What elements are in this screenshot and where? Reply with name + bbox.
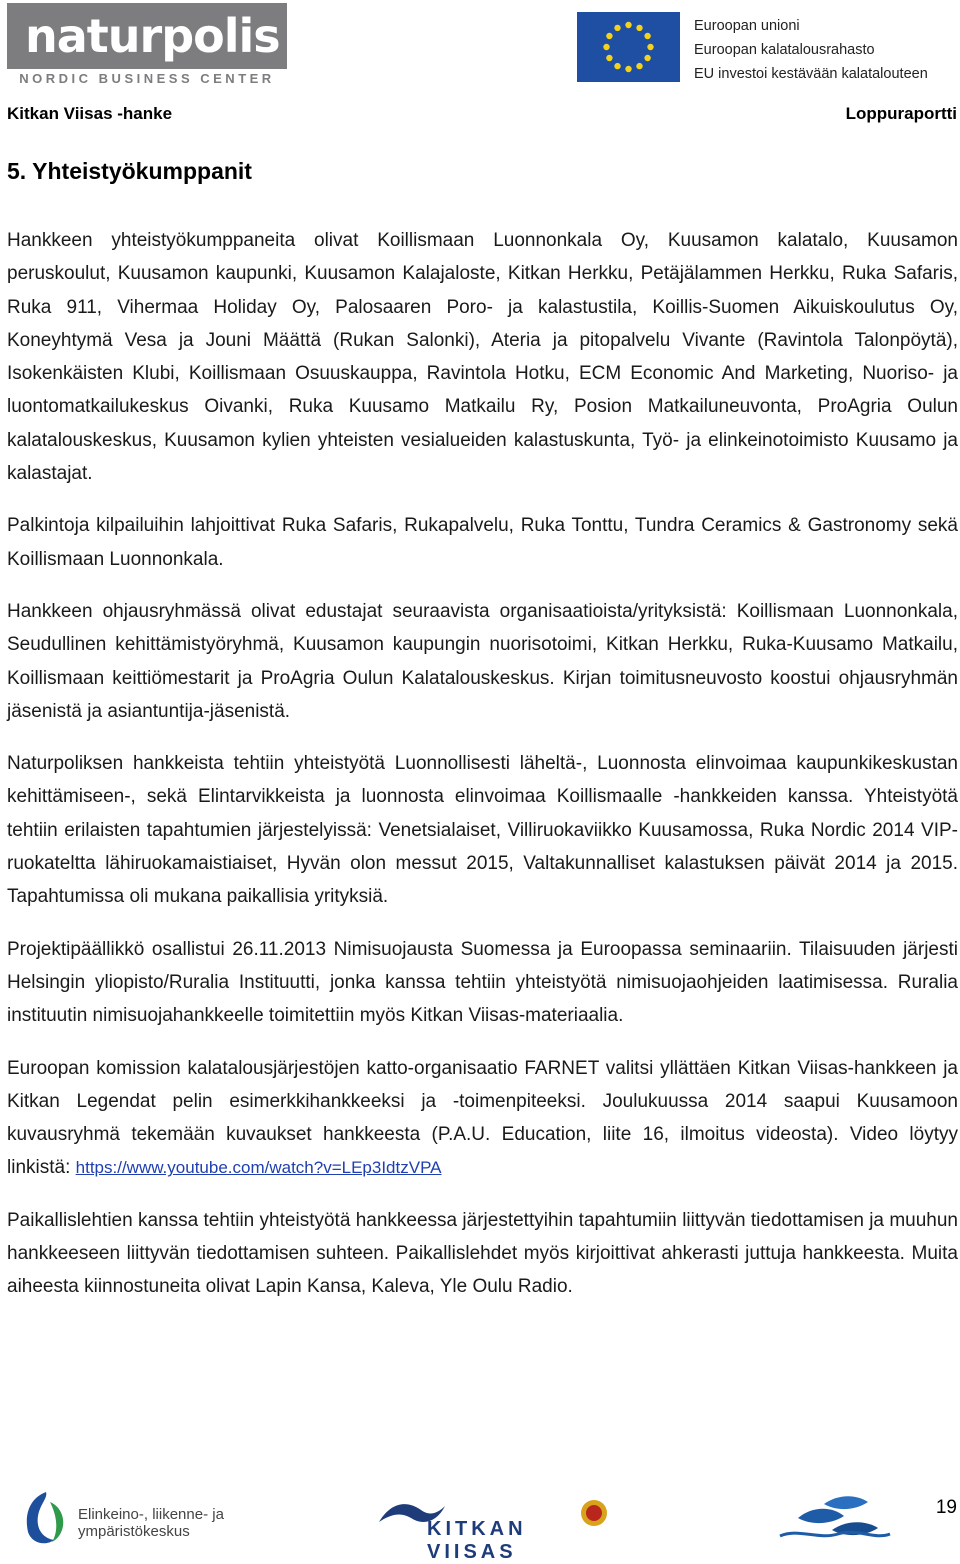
fish-school-icon <box>778 1488 893 1548</box>
eu-line-3: EU investoi kestävään kalatalouteen <box>694 66 928 82</box>
video-link[interactable]: https://www.youtube.com/watch?v=LEp3IdtzVPA <box>75 1158 442 1178</box>
kitkan-viisas-logo <box>373 1488 583 1563</box>
eu-star <box>614 63 620 69</box>
paragraph-local-press: Paikallislehtien kanssa tehtiin yhteistyötä hankkeessa järjestettyihin tapahtumiin liittyvän tiedottamisen ja muuhun hankkeeseen liittyvän tiedottamisen suhteen. Paikallislehdet myös kirjoittivat ahkerasti juttuja hankkeesta. Muita aiheesta kiinnostuneita olivat Lapin Kansa, Kaleva, Yle Oulu Radio. <box>7 1209 958 1298</box>
naturpolis-logo-box <box>7 3 287 69</box>
paragraph-prizes: Palkintoja kilpailuihin lahjoittivat Ruka Safaris, Rukapalvelu, Ruka Tonttu, Tundra Ceramics & Gastronomy sekä Koillismaan Luonnonkala. <box>7 515 958 570</box>
paragraph-seminar: Projektipäällikkö osallistui 26.11.2013 Nimisuojausta Suomessa ja Euroopassa seminaariin. Tilaisuuden järjesti Helsingin yliopisto/Ruralia Instituutti, jonka kanssa tehtiin yhteistyötä nimisuojaohjeiden laatimisessa. Ruralia instituutin nimisuojahankkeelle toimitettiin myös Kitkan Viisas-materiaalia. <box>7 938 958 1027</box>
eu-star <box>606 33 612 39</box>
eu-line-1: Euroopan unioni <box>694 18 800 34</box>
project-name: Kitkan Viisas -hanke <box>7 104 173 123</box>
ely-centre-logo <box>20 1488 250 1548</box>
section-title: 5. Yhteistyökumppanit <box>7 158 252 184</box>
eu-star <box>614 25 620 31</box>
eu-star <box>644 33 650 39</box>
paragraph-naturpolis-projects: Naturpoliksen hankkeista tehtiin yhteistyötä Luonnollisesti läheltä-, Luonnosta elinvoimaa kaupunkikeskustan kehittämiseen-, sekä Elintarvikkeista ja luonnosta elinvoimaa Koillismaalle -hankkeiden kanssa. Yhteistyötä tehtiin erilaisten tapahtumien järjestelyissä: Venetsialaiset, Villiruokaviikko Kuusamossa, Ruka Nordic 2014 VIP-ruokateltta lähiruokamaistiaiset, Hyvän olon messut 2015, Valtakunnalliset kalastuksen päivät 2014 ja 2015. Tapahtumissa oli mukana paikallisia yrityksiä. <box>7 753 958 908</box>
eu-star <box>636 63 642 69</box>
eu-text-block <box>694 14 928 86</box>
eu-star <box>644 55 650 61</box>
ely-emblem-icon <box>20 1488 72 1548</box>
page-number: 19 <box>935 1497 957 1518</box>
eu-star <box>625 22 631 28</box>
paragraph-partners: Hankkeen yhteistyökumppaneita olivat Koillismaan Luonnonkala Oy, Kuusamon kalatalo, Kuusamon peruskoulut, Kuusamon kaupunki, Kuusamon Kalajaloste, Kitkan Herkku, Petäjälammen Herkku, Ruka Safaris, Ruka 911, Vihermaa Holiday Oy, Palosaaren Poro- ja kalastustila, Koillis-Suomen Aikuiskoulutus Oy, Koneyhtymä Vesa ja Jouni Määttä (Rukan Salonki), Ateria ja pitopalvelu Vivante (Ravintola Talonpöytä), Isokenkäisten Klubi, Koillismaan Osuuskauppa, Ravintola Hotku, ECM Economic And Marketing, Nuoriso- ja luontomatkailukeskus Oivanki, Ruka Kuusamo Matkailu Ry, Posion Matkailuneuvonta, ProAgria Oulun kalatalouskeskus, Kuusamon kylien yhteisten vesialueiden kalastuskunta, Työ- ja elinkeinotoimisto Kuusamo ja kalastajat. <box>7 230 958 485</box>
paragraph-steering-group: Hankkeen ohjausryhmässä olivat edustajat seuraavista organisaatioista/yrityksistä: Koillismaan Luonnonkala, Seudullinen kehittämistyöryhmä, Kuusamon kaupungin nuorisotoimi, Kitkan Herkku, Ruka-Kuusamo Matkailu, Koillismaan keittiömestarit ja ProAgria Oulun Kalatalouskeskus. Kirjan toimitusneuvosto koostui ohjausryhmän jäsenistä ja asiantuntija-jäsenistä. <box>7 600 958 722</box>
document-body <box>7 224 958 1323</box>
eu-star <box>603 44 609 50</box>
naturpolis-subtitle: NORDIC BUSINESS CENTER <box>19 71 275 86</box>
eu-line-2: Euroopan kalatalousrahasto <box>694 42 875 58</box>
paragraph-farnet <box>7 1052 958 1185</box>
ely-line-2: ympäristökeskus <box>78 1523 190 1540</box>
kitkan-viisas-wordmark: KITKAN VIISAS <box>427 1518 527 1563</box>
ely-text <box>78 1506 224 1540</box>
naturpolis-wordmark: naturpolis <box>25 9 280 63</box>
eu-star <box>625 66 631 72</box>
eu-star <box>606 55 612 61</box>
report-type: Loppuraportti <box>845 104 957 123</box>
eu-star <box>636 25 642 31</box>
eu-flag-icon <box>577 12 680 82</box>
farnet-text: Euroopan komission kalatalousjärjestöjen katto-organisaatio FARNET valitsi yllättäen Kitkan Viisas-hankkeen ja Kitkan Legendat pelin esimerkkihankkeeksi ja -toimenpiteeksi. Joulukuussa 2014 saapui Kuusamoon kuvausryhmä tekemään kuvaukset hankkeesta (P.A.U. Education, liite 16, ilmoitus videosta). Video löytyy linkistä: <box>7 1057 958 1179</box>
ely-line-1: Elinkeino-, liikenne- ja <box>78 1506 224 1523</box>
naturpolis-logo <box>7 3 287 87</box>
quality-seal-icon <box>579 1498 609 1528</box>
eu-star <box>647 44 653 50</box>
eu-funding-logo <box>577 12 957 84</box>
